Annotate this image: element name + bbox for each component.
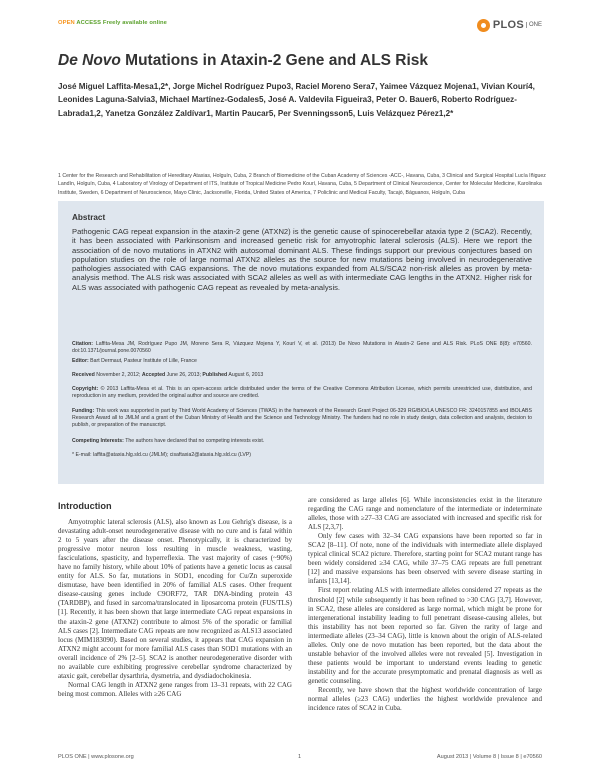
email: * E-mail: laffita@ataxia.hlg.sld.cu (JMLM); cisaftaxia2@ataxia.hlg.sld.cu (LVP) <box>72 452 252 458</box>
editor-label: Editor: <box>72 358 89 364</box>
paragraph: Amyotrophic lateral sclerosis (ALS), also known as Lou Gehrig's disease, is a devastating adult-onset neurodegenerative disease with no cure and is fatal within 2 to 5 years after the disease onset. Phenotypically, it is characterized by progressive motor neuron loss resulting in muscle weakness, wasting, fasciculations, spasticity, and hyperreflexia. The vast majority of cases (~90%) have no family history, while about 10% of patients have a genetic locus as causal entity for ALS. So far, mutations in SOD1, encoding for Cu/Zn superoxide dismutase, have been identified in 20% of familial ALS cases. Other frequent disease-causing genes include C9ORF72, TAR DNA-binding protein 43 (TARDBP), and fused in sarcoma/translocated in liposarcoma protein (FUS/TLS) [1]. Recently, it has been shown that large intermediate CAG repeat expansions in the ataxin-2 gene (ATXN2) contribute to almost 5% of the sporadic or familial ALS cases [2]. Intermediate CAG repeats are now recognized as ALS13 associated locus (MIM183090). Based on several studies, it appears that CAG expansion in ATXN2 might account for more familial ALS cases than SOD1 mutations with an overall incidence of 2% [2–5]. SCA2 is another neurodegenerative disorder with no available cure exhibiting progressive cerebellar syndrome characterized by ataxic gait, cerebellar dysarthria, dysmetria, and dysdiadochokinesia. <box>58 518 292 680</box>
accepted-date: June 26, 2013; <box>166 372 201 378</box>
paragraph: Normal CAG length in ATXN2 gene ranges from 13–31 repeats, with 22 CAG being most common. Alleles with ≥26 CAG <box>58 680 292 698</box>
dates <box>72 372 532 379</box>
funding <box>72 408 532 430</box>
journal-header <box>58 14 542 36</box>
paragraph: Recently, we have shown that the highest worldwide concentration of large normal alleles (≥23 CAG) underlies the highest worldwide prevalence and incidence rates of SCA2 in Cuba. <box>308 685 542 713</box>
footer-journal: PLOS ONE | www.plosone.org <box>58 754 134 760</box>
author-list: José Miguel Laffita-Mesa1,2*, Jorge Michel Rodríguez Pupo3, Raciel Moreno Sera7, Yaimee Vázquez Mojena1, Vivian Kourí4, Leonides Laguna-Salvia3, Michael Martínez-Godales5, José A. Valdevila Figueira3, Peter O. Bauer6, Roberto Rodríguez-Labrada1,2, Yanetza González Zaldívar1, Martin Paucar5, Per Svenningsson5, Luis Velázquez Pérez1,2* <box>58 82 535 118</box>
plos-logo-one: ONE <box>526 22 542 28</box>
open-access-label <box>58 20 167 26</box>
paragraph: are considered as large alleles [6]. While inconsistencies exist in the literature regarding the CAG range and nomenclature of the intermediate or indeterminate alleles, those with ≥27–33 CAG are associated with increased and specific risk for ALS [2,3,7]. <box>308 496 542 532</box>
copyright-label: Copyright: <box>72 386 99 392</box>
received-label: Received <box>72 372 95 378</box>
published-date: August 6, 2013 <box>228 372 264 378</box>
funding-label: Funding: <box>72 408 95 414</box>
open-label: OPEN <box>58 20 75 26</box>
column-right <box>308 496 542 713</box>
affiliations: 1 Center for the Research and Rehabilitation of Hereditary Ataxias, Holguín, Cuba, 2 Branch of Biomedicine of the Cuban Academy of Sciences -ACC-, Havana, Cuba, 3 Clinical and Surgical Hospital Lucía Iñiguez Landín, Holguín, Cuba, 4 Laboratory of Virology of Department of ITS, Institute of Tropical Medicine Pedro Kourí, Havana, Cuba, 5 Department of Clinical Neuroscience, Center for Molecular Medicine, Karolinska Institute, Sweden, 6 Department of Neuroscience, Mayo Clinic, Jacksonville, Florida, United States of America, 7 Policlinic and Medical Faculty, Tacajó, Báguanos, Holguín, Cuba <box>58 173 546 196</box>
competing-text: The authors have declared that no competing interests exist. <box>125 438 265 444</box>
accepted-label: Accepted <box>141 372 166 378</box>
page-number: 1 <box>298 754 302 760</box>
access-label: ACCESS <box>76 20 102 26</box>
competing-interests <box>72 438 532 445</box>
editor <box>72 358 532 365</box>
plos-logo <box>477 16 542 34</box>
introduction-heading: Introduction <box>58 501 112 511</box>
title-italic: De Novo <box>58 52 121 69</box>
plos-logo-icon <box>477 19 490 32</box>
published-label: Published <box>202 372 228 378</box>
plos-logo-text: PLOS <box>492 19 524 31</box>
freely-available-label: Freely available online <box>102 20 167 26</box>
citation-text: Laffita-Mesa JM, Rodríguez Pupo JM, Moreno Sera R, Vázquez Mojena Y, Kourí V, et al. (2013) De Novo Mutations in Ataxin-2 Gene and ALS Risk. PLoS ONE 8(8): e70560. doi:10.1371/journal.pone.0070560 <box>72 341 532 355</box>
paragraph: Only few cases with 32–34 CAG expansions have been reported so far in SCA2 [8–11]. Of note, none of the individuals with intermediate allele displayed typical clinical SCA2 picture. Therefore, starting point for SCA2 mutant range has been widely considered ≥34 CAG, while 37–75 CAG repeats are full penetrant [12] and massive expansions has been observed with severe disease starting in infants [13,14]. <box>308 532 542 586</box>
funding-text: This work was supported in part by Third World Academy of Sciences (TWAS) in the framework of the Research Grant Project 06-329 RG/BIO/LA UNESCO FR: 3240157855 and IBOLABS Research Award all to JMLM and a grant of the Cuban Ministry of Health and the Science and Technology Ministry. The funders had no role in study design, data collection and analysis, decision to publish, or preparation of the manuscript. <box>72 408 532 429</box>
article-title <box>58 52 428 70</box>
title-rest: Mutations in Ataxin-2 Gene and ALS Risk <box>120 52 429 69</box>
abstract-heading: Abstract <box>72 213 106 222</box>
column-left <box>58 518 292 699</box>
copyright <box>72 386 532 400</box>
citation-label: Citation: <box>72 341 94 347</box>
abstract-text: Pathogenic CAG repeat expansion in the ataxin-2 gene (ATXN2) is the genetic cause of spinocerebellar ataxia type 2 (SCA2). Recently, it has been associated with Parkinsonism and increased genetic risk for amyotrophic lateral sclerosis (ALS). Here we report the association of de novo mutations in ATXN2 with autosomal dominant ALS. These findings support our previous conjectures based on population studies on the role of large normal ATXN2 alleles as the source for new mutations being involved in neurodegenerative pathologies associated with CAG expansions. The de novo mutations expanded from ALS/SCA2 non-risk alleles as proven by meta-analysis method. The ALS risk was associated with SCA2 alleles as well as with intermediate CAG lengths in the ATXN2. Higher risk for ALS was associated with pathogenic CAG repeat as revealed by meta-analysis. <box>72 227 532 292</box>
footer-issue: August 2013 | Volume 8 | Issue 8 | e70560 <box>436 754 542 760</box>
copyright-text: © 2013 Laffita-Mesa et al. This is an open-access article distributed under the terms of the Creative Commons Attribution License, which permits unrestricted use, distribution, and reproduction in any medium, provided the original author and source are credited. <box>72 386 532 400</box>
competing-label: Competing Interests: <box>72 438 124 444</box>
paragraph: First report relating ALS with intermediate alleles considered 27 repeats as the threshold [2] while subsequently it has been refined to >30 CAG [3,7]. However, in SCA2, these alleles are considered as large normal, which might be prone for intergenerational instability leading to full penetrant disease-causing alleles, but this instability has not been reported so far. Given the rarity of large and intermediate alleles (23–34 CAG), little is known about the origin of ALS-related alleles. Only one de novo mutation has been reported, but the data about the unstable behavior of the involved alleles were not revealed [5]. Investigation in these patients would be important to understand events leading to genetic instability and for the accurate presymptomatic and prenatal diagnosis as well as genetic counseling. <box>308 586 542 685</box>
citation <box>72 341 532 355</box>
editor-text: Bart Dermaut, Pasteur Institute of Lille, France <box>90 358 197 364</box>
page-footer <box>58 754 542 763</box>
received-date: November 2, 2012; <box>96 372 141 378</box>
